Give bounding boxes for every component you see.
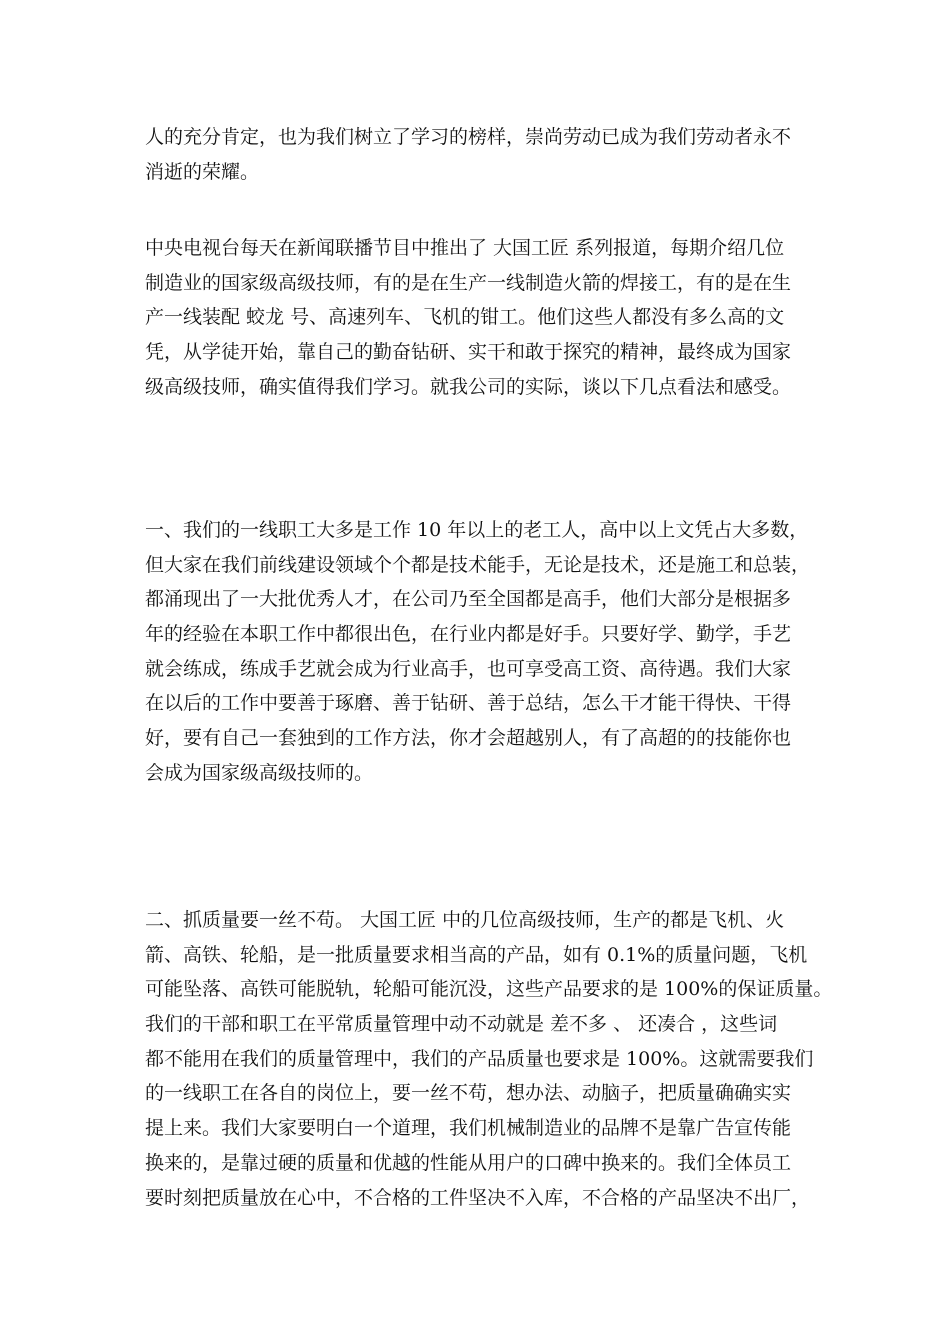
text-line: 制造业的国家级高级技师，有的是在生产一线制造火箭的焊接工，有的是在生 — [145, 271, 792, 294]
text-line: 都涌现出了一大批优秀人才，在公司乃至全国都是高手，他们大部分是根据多 — [145, 588, 792, 611]
text-line: 年的经验在本职工作中都很出色，在行业内都是好手。只要好学、勤学，手艺 — [145, 623, 792, 646]
text-line: 消逝的荣耀。 — [145, 160, 260, 183]
text-line: 箭、高铁、轮船，是一批质量要求相当高的产品，如有 0.1%的质量问题，飞机 — [145, 943, 808, 966]
text-line: 就会练成，练成手艺就会成为行业高手，也可享受高工资、高待遇。我们大家 — [145, 657, 792, 680]
text-line: 会成为国家级高级技师的。 — [145, 761, 374, 784]
text-line: 的一线职工在各自的岗位上，要一丝不苟，想办法、动脑子，把质量确确实实 — [145, 1082, 792, 1105]
text-line: 产一线装配 蛟龙 号、高速列车、飞机的钳工。他们这些人都没有多么高的文 — [145, 306, 785, 329]
text-line: 二、抓质量要一丝不苟。 大国工匠 中的几位高级技师，生产的都是飞机、火 — [145, 909, 785, 931]
text-line: 在以后的工作中要善于琢磨、善于钻研、善于总结，怎么干才能干得快、干得 — [145, 692, 792, 715]
text-line: 可能坠落、高铁可能脱轨，轮船可能沉没，这些产品要求的是 100%的保证质量。 — [145, 978, 833, 1001]
text-line: 换来的，是靠过硬的质量和优越的性能从用户的口碑中换来的。我们全体员工 — [145, 1151, 792, 1174]
paragraph-intro — [145, 231, 815, 404]
paragraph-closing-remark — [145, 120, 815, 189]
text-line: 人的充分肯定，也为我们树立了学习的榜样，崇尚劳动已成为我们劳动者永不 — [145, 126, 792, 148]
text-line: 级高级技师，确实值得我们学习。就我公司的实际，谈以下几点看法和感受。 — [145, 375, 792, 398]
paragraph-point-two — [145, 903, 833, 1215]
text-line: 好，要有自己一套独到的工作方法，你才会超越别人，有了高超的的技能你也 — [145, 727, 792, 750]
text-line: 我们的干部和职工在平常质量管理中动不动就是 差不多 、 还凑合 ，这些词 — [145, 1013, 778, 1036]
text-line: 凭，从学徒开始，靠自己的勤奋钻研、实干和敢于探究的精神，最终成为国家 — [145, 341, 792, 364]
text-line: 中央电视台每天在新闻联播节目中推出了 大国工匠 系列报道，每期介绍几位 — [145, 237, 785, 259]
text-line: 提上来。我们大家要明白一个道理，我们机械制造业的品牌不是靠广告宣传能 — [145, 1117, 792, 1140]
text-line: 要时刻把质量放在心中，不合格的工件坚决不入库，不合格的产品坚决不出厂， — [145, 1186, 811, 1209]
paragraph-point-one — [145, 513, 815, 791]
text-line: 都不能用在我们的质量管理中，我们的产品质量也要求是 100%。这就需要我们 — [145, 1047, 814, 1070]
text-line: 但大家在我们前线建设领域个个都是技术能手，无论是技术，还是施工和总装， — [145, 553, 811, 576]
text-line: 一、我们的一线职工大多是工作 10 年以上的老工人，高中以上文凭占大多数， — [145, 519, 809, 541]
